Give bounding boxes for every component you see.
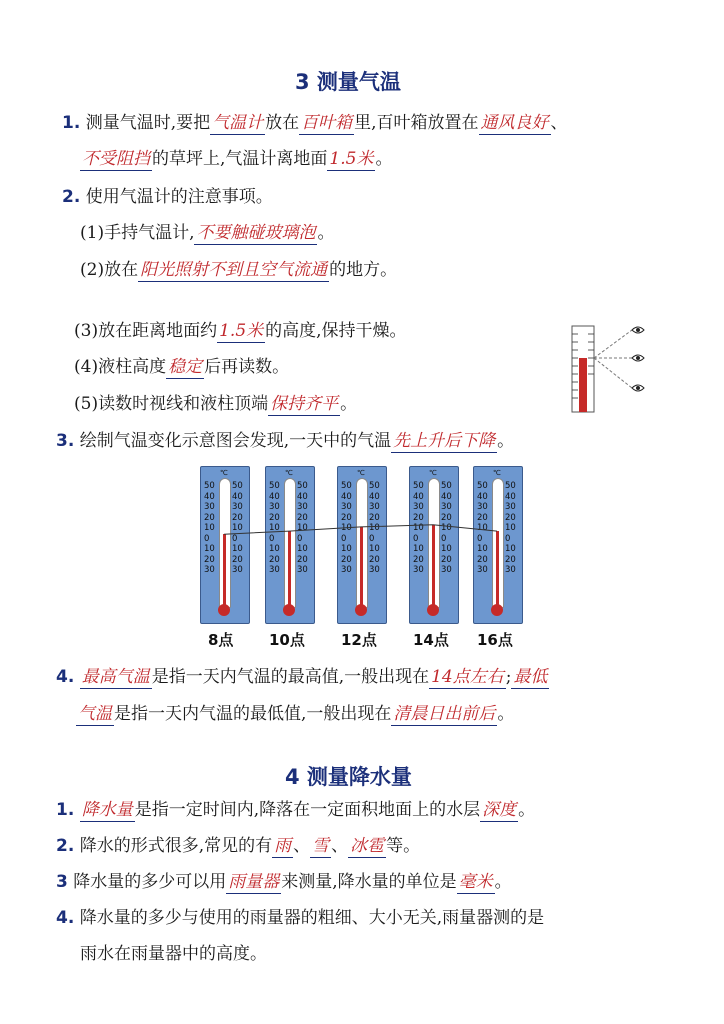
scale-label: 30: [477, 565, 488, 575]
q2-text: 。: [317, 223, 335, 243]
q1-text: 的草坪上,气温计离地面: [152, 149, 328, 169]
q2-text: (5)读数时视线和液柱顶端: [74, 394, 269, 414]
q3-number: 3.: [56, 431, 75, 451]
trend-polyline: [224, 525, 497, 534]
scale-label: 40: [369, 491, 380, 502]
scale-label: 20: [413, 554, 424, 565]
answer-blank: 不要触碰玻璃泡: [196, 223, 316, 243]
unit-label: ℃: [357, 469, 365, 477]
scale-label: 30: [441, 565, 452, 575]
scale-label: 40: [505, 491, 516, 502]
scale-label: 10: [269, 544, 280, 554]
scale-label: 40: [413, 491, 424, 502]
scale-label: 50: [441, 481, 452, 491]
q4-text: 是指一天内气温的最高值,一般出现在: [151, 667, 430, 687]
scale-label: 30: [269, 565, 280, 575]
scale-label: 10: [269, 523, 280, 533]
s4-q3-number: 3: [56, 872, 68, 892]
answer-blank: 降水量: [81, 800, 133, 820]
scale-label: 10: [204, 523, 215, 533]
scale-label: 20: [505, 554, 516, 565]
scale-label: 0: [232, 533, 238, 544]
q1-text: 。: [375, 149, 393, 169]
q2-text: 的地方。: [329, 260, 398, 280]
scale-label: 50: [269, 481, 280, 491]
scale-label: 20: [269, 512, 280, 523]
s4-q1-number: 1.: [56, 800, 75, 820]
scale-label: 50: [232, 481, 243, 491]
unit-label: ℃: [220, 469, 228, 477]
scale-label: 10: [477, 523, 488, 533]
answer-blank: 最高气温: [81, 667, 150, 687]
scale-label: 50: [341, 481, 352, 491]
scale-label: 10: [297, 544, 308, 554]
scale-label: 0: [477, 533, 483, 544]
q1-number: 1.: [62, 113, 81, 133]
s4-q2-number: 2.: [56, 836, 75, 856]
scale-label: 20: [441, 512, 452, 523]
s4-q3: [56, 871, 512, 893]
scale-label: 30: [505, 502, 516, 512]
scale-label: 0: [413, 533, 419, 544]
scale-label: 30: [341, 565, 352, 575]
answer-blank: 稳定: [168, 357, 203, 377]
answer-blank: 深度: [482, 800, 517, 820]
scale-label: 30: [204, 565, 215, 575]
answer-blank: 阳光照射不到且空气流通: [140, 260, 328, 280]
scale-label: 20: [369, 554, 380, 565]
scale-label: 10: [413, 523, 424, 533]
scale-label: 30: [477, 502, 488, 512]
scale-label: 20: [232, 554, 243, 565]
s4-q2-text: 、: [331, 836, 349, 856]
scale-label: 20: [204, 512, 215, 523]
s4-q2-text: 降水的形式很多,常见的有: [79, 836, 273, 856]
q4-line2: [76, 703, 514, 725]
scale-label: 20: [341, 554, 352, 565]
answer-blank: 气温计: [212, 113, 264, 133]
answer-blank: 气温: [78, 704, 112, 724]
s4-q2-text: 、: [293, 836, 311, 856]
scale-label: 10: [505, 523, 516, 533]
scale-label: 30: [297, 502, 308, 512]
s4-q3-text: 降水量的多少可以用: [73, 872, 227, 892]
q3-text: 绘制气温变化示意图会发现,一天中的气温: [79, 431, 392, 451]
answer-blank: 1.5米: [329, 149, 374, 169]
scale-label: 30: [505, 565, 516, 575]
answer-blank: 冰雹: [350, 836, 385, 856]
answer-blank: 最低: [513, 667, 548, 687]
s4-q4-text: 降水量的多少与使用的雨量器的粗细、大小无关,雨量器测的是: [79, 908, 545, 928]
scale-label: 30: [232, 565, 243, 575]
scale-label: 0: [269, 533, 275, 544]
s4-q1: [56, 799, 535, 821]
scale-label: 10: [341, 523, 352, 533]
scale-label: 40: [477, 491, 488, 502]
scale-label: 20: [204, 554, 215, 565]
scale-label: 30: [341, 502, 352, 512]
q4-text: 。: [497, 704, 515, 724]
scale-label: 10: [441, 523, 452, 533]
answer-blank: 雪: [312, 836, 330, 856]
s4-q4-line1: [56, 907, 544, 929]
scale-label: 50: [413, 481, 424, 491]
answer-blank: 雨量器: [228, 872, 280, 892]
s4-q3-text: 来测量,降水量的单位是: [281, 872, 457, 892]
scale-label: 10: [369, 544, 380, 554]
scale-label: 40: [441, 491, 452, 502]
q2-text: (4)液柱高度: [74, 357, 167, 377]
answer-blank: 通风良好: [480, 113, 549, 133]
q2-text: 的高度,保持干燥。: [265, 321, 407, 341]
scale-label: 20: [441, 554, 452, 565]
scale-label: 50: [297, 481, 308, 491]
unit-label: ℃: [285, 469, 293, 477]
q1-text: 里,百叶箱放置在: [354, 113, 479, 133]
q2-text: 。: [340, 394, 358, 414]
scale-label: 10: [505, 544, 516, 554]
q1-text: 、: [550, 113, 568, 133]
scale-label: 20: [477, 554, 488, 565]
s4-q1-text: 。: [518, 800, 536, 820]
scale-label: 20: [269, 554, 280, 565]
s4-q1-text: 是指一定时间内,降落在一定面积地面上的水层: [134, 800, 481, 820]
scale-label: 10: [477, 544, 488, 554]
q4-line1: [56, 666, 549, 688]
scale-label: 0: [369, 533, 375, 544]
answer-blank: 1.5米: [219, 321, 264, 341]
scale-label: 20: [477, 512, 488, 523]
time-label: 14点: [413, 631, 449, 649]
answer-blank: 百叶箱: [301, 113, 353, 133]
answer-blank: 14点左右: [431, 667, 504, 687]
answer-blank: 雨: [274, 836, 292, 856]
scale-label: 50: [369, 481, 380, 491]
scale-label: 10: [232, 544, 243, 554]
answer-blank: 毫米: [458, 872, 493, 892]
answer-blank: 保持齐平: [270, 394, 339, 414]
time-label: 10点: [269, 631, 305, 649]
q2-text: (1)手持气温计,: [80, 223, 195, 243]
scale-label: 10: [369, 523, 380, 533]
s4-q4-number: 4.: [56, 908, 75, 928]
s4-q2: [56, 835, 420, 857]
scale-label: 0: [441, 533, 447, 544]
scale-label: 10: [341, 544, 352, 554]
scale-label: 40: [204, 491, 215, 502]
q4-text: ;: [505, 667, 512, 687]
unit-label: ℃: [493, 469, 501, 477]
q2-text: 使用气温计的注意事项。: [85, 187, 273, 207]
scale-label: 10: [413, 544, 424, 554]
unit-label: ℃: [429, 469, 437, 477]
scale-label: 0: [341, 533, 347, 544]
s4-q3-text: 。: [494, 872, 512, 892]
scale-label: 10: [441, 544, 452, 554]
answer-blank: 清晨日出前后: [393, 704, 496, 724]
scale-label: 50: [204, 481, 215, 491]
scale-label: 30: [232, 502, 243, 512]
scale-label: 20: [341, 512, 352, 523]
scale-label: 40: [297, 491, 308, 502]
scale-label: 20: [232, 512, 243, 523]
scale-label: 10: [204, 544, 215, 554]
scale-label: 20: [297, 512, 308, 523]
scale-label: 20: [369, 512, 380, 523]
scale-label: 30: [369, 502, 380, 512]
q2-text: 后再读数。: [204, 357, 290, 377]
scale-label: 40: [269, 491, 280, 502]
scale-label: 30: [441, 502, 452, 512]
q1-text: 放在: [265, 113, 300, 133]
scale-label: 30: [269, 502, 280, 512]
scale-label: 20: [297, 554, 308, 565]
s4-q2-text: 等。: [386, 836, 421, 856]
q4-number: 4.: [56, 667, 75, 687]
scale-label: 40: [341, 491, 352, 502]
scale-label: 0: [297, 533, 303, 544]
q2-text: (3)放在距离地面约: [74, 321, 218, 341]
time-label: 16点: [477, 631, 513, 649]
time-label: 12点: [341, 631, 377, 649]
scale-label: 0: [505, 533, 511, 544]
scale-label: 20: [505, 512, 516, 523]
scale-label: 30: [297, 565, 308, 575]
scale-label: 30: [369, 565, 380, 575]
scale-label: 50: [477, 481, 488, 491]
answer-blank: 不受阻挡: [82, 149, 150, 169]
q2-number: 2.: [62, 187, 81, 207]
s4-q4-line2: 雨水在雨量器中的高度。: [80, 944, 267, 964]
q2-text: (2)放在: [80, 260, 139, 280]
q1-text: 测量气温时,要把: [85, 113, 211, 133]
scale-label: 50: [505, 481, 516, 491]
answer-blank: 先上升后下降: [393, 431, 496, 451]
scale-label: 10: [232, 523, 243, 533]
scale-label: 30: [413, 502, 424, 512]
q3-text: 。: [497, 431, 515, 451]
scale-label: 30: [204, 502, 215, 512]
scale-label: 0: [204, 533, 210, 544]
section-4-title: 4 测量降水量: [285, 765, 412, 789]
scale-label: 40: [232, 491, 243, 502]
scale-label: 20: [413, 512, 424, 523]
time-label: 8点: [208, 631, 234, 649]
scale-label: 10: [297, 523, 308, 533]
q4-text: 是指一天内气温的最低值,一般出现在: [114, 704, 392, 724]
section-3-title: 3 测量气温: [295, 70, 401, 94]
scale-label: 30: [413, 565, 424, 575]
